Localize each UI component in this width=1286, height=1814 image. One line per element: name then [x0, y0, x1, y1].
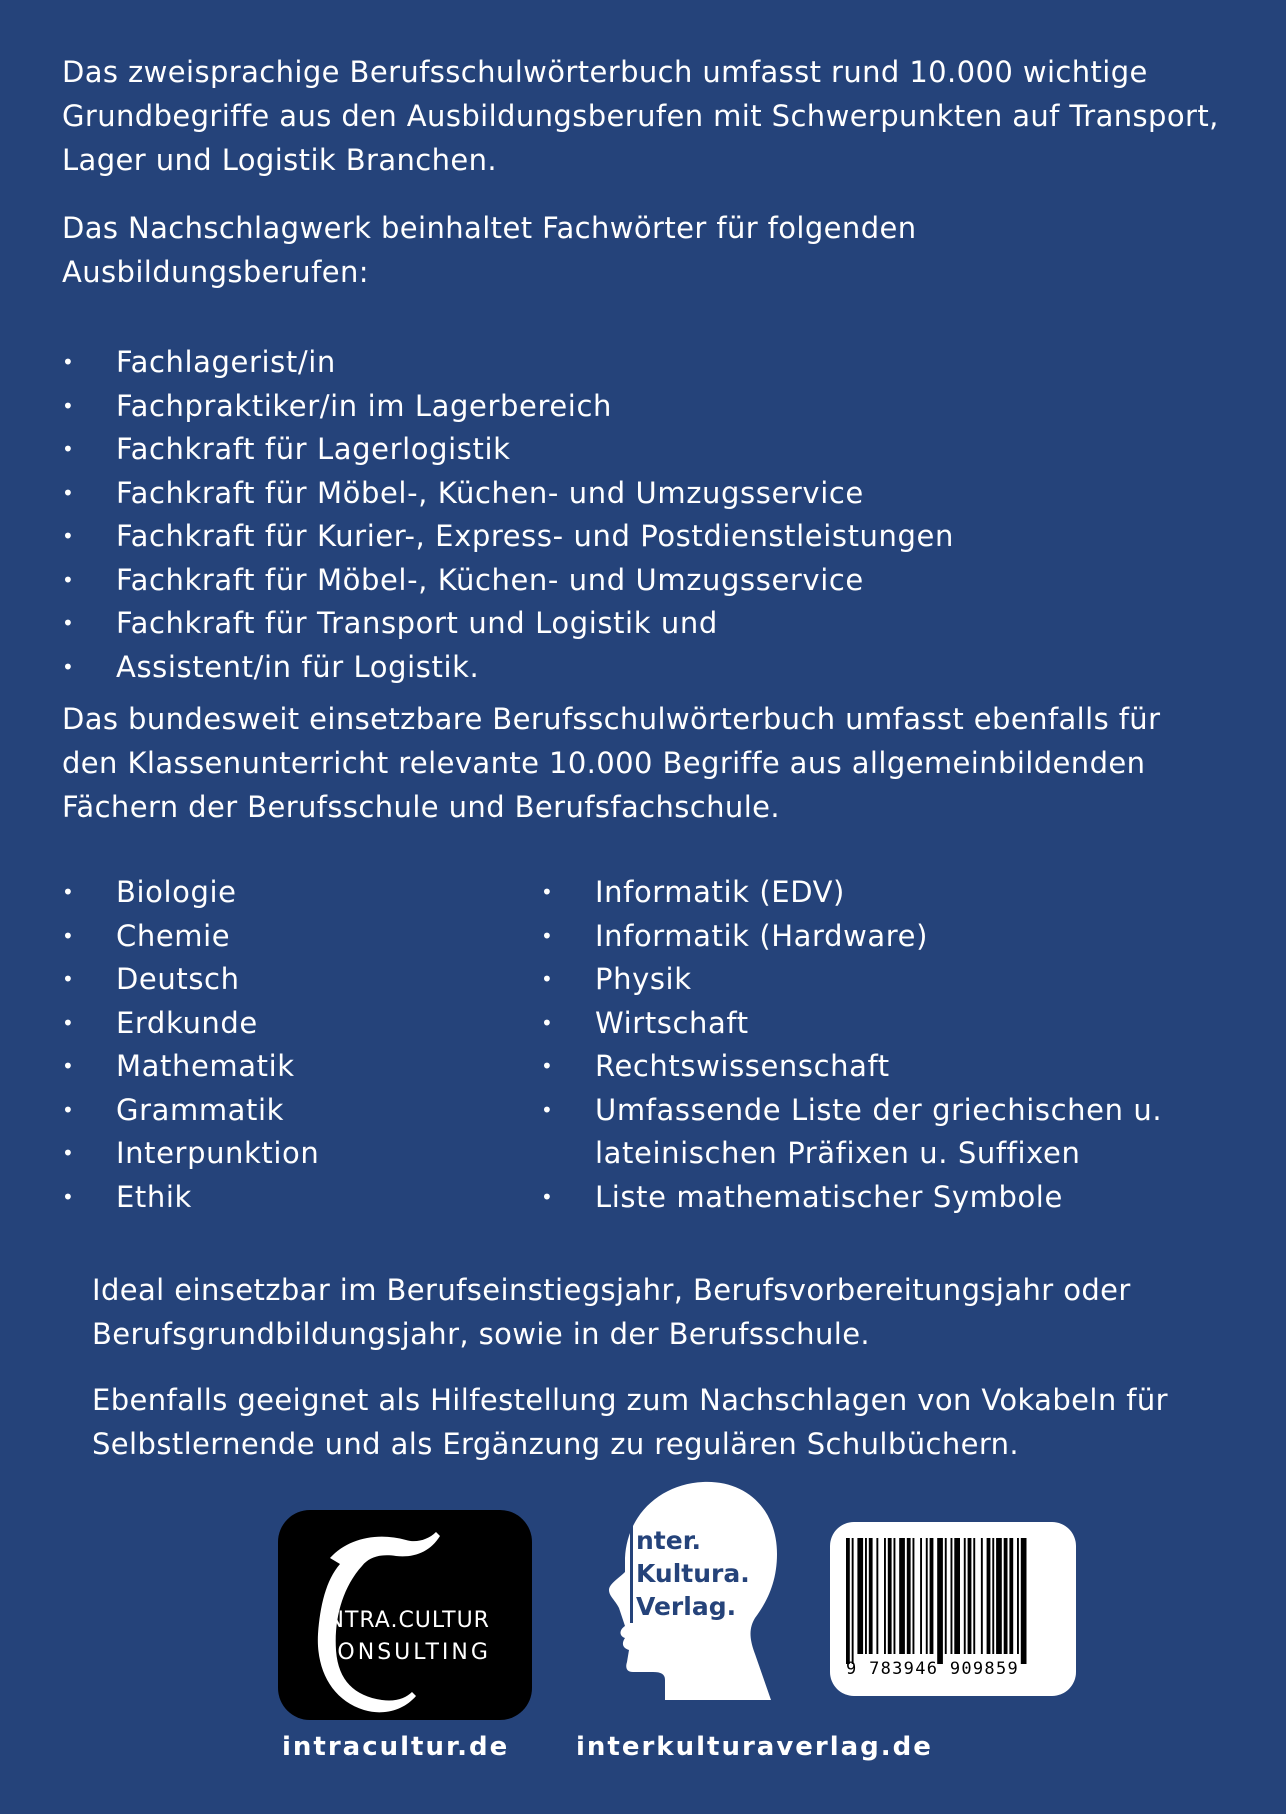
list-item: • Liste mathematischer Symbole	[541, 1176, 1211, 1220]
list-item: • Erdkunde	[62, 1002, 319, 1046]
barcode-number: 9 783946 909859	[846, 1659, 1020, 1679]
list-item	[541, 1089, 1211, 1176]
interkultura-logo-text	[630, 1524, 750, 1623]
list-item: • Informatik (Hardware)	[541, 915, 1211, 959]
interkultura-logo-line3: Verlag.	[636, 1592, 737, 1621]
list-item: • Fachkraft für Lagerlogistik	[62, 428, 954, 472]
professions-intro: Das Nachschlagwerk beinhaltet Fachwörter für folgenden Ausbildungsberufen:	[62, 211, 917, 289]
subjects-list-right	[541, 871, 1211, 1219]
list-item: • Fachkraft für Möbel-, Küchen- und Umzugsservice	[62, 472, 954, 516]
list-item: • Grammatik	[62, 1089, 319, 1133]
interkultura-logo-line2: Kultura.	[636, 1559, 750, 1588]
list-item: • Rechtswissenschaft	[541, 1045, 1211, 1089]
subjects-intro: Das bundesweit einsetzbare Berufsschulwörterbuch umfasst ebenfalls für den Klassenunterricht relevante 10.000 Begriffe aus allgemeinbildenden Fächern der Berufsschule und Berufsfachschule.	[62, 702, 1161, 824]
list-item: • Mathematik	[62, 1045, 319, 1089]
list-item: • Fachpraktiker/in im Lagerbereich	[62, 385, 954, 429]
subjects-list-left	[62, 871, 319, 1219]
intro-paragraph: Das zweisprachige Berufsschulwörterbuch umfasst rund 10.000 wichtige Grundbegriffe aus den Ausbildungsberufen mit Schwerpunkten auf Transport, Lager und Logistik Branchen.	[62, 55, 1219, 177]
list-item: • Biologie	[62, 871, 319, 915]
intra-cultur-logo	[278, 1510, 532, 1720]
list-item: • Wirtschaft	[541, 1002, 1211, 1046]
list-item: • Assistent/in für Logistik.	[62, 646, 954, 690]
list-item: • Fachkraft für Kurier-, Express- und Postdienstleistungen	[62, 515, 954, 559]
isbn-barcode	[830, 1522, 1076, 1696]
intra-cultur-logo-line1: INTRA.CULTUR	[320, 1608, 490, 1633]
list-item: • Fachlagerist/in	[62, 341, 954, 385]
ideal-paragraph: Ideal einsetzbar im Berufseinstiegsjahr, Berufsvorbereitungsjahr oder Berufsgrundbildungsjahr, sowie in der Berufsschule.	[92, 1273, 1131, 1351]
url-interkulturaverlag[interactable]: interkulturaverlag.de	[576, 1732, 933, 1762]
list-item: • Physik	[541, 958, 1211, 1002]
list-item: • Interpunktion	[62, 1132, 319, 1176]
list-item: • Fachkraft für Transport und Logistik und	[62, 602, 954, 646]
also-paragraph: Ebenfalls geeignet als Hilfestellung zum Nachschlagen von Vokabeln für Selbstlernende und als Ergänzung zu regulären Schulbüchern.	[92, 1383, 1168, 1461]
intra-cultur-logo-line2: CONSULTING	[319, 1640, 491, 1665]
list-item: • Chemie	[62, 915, 319, 959]
professions-list	[62, 341, 954, 689]
list-item: • Deutsch	[62, 958, 319, 1002]
url-intracultur[interactable]: intracultur.de	[282, 1732, 510, 1762]
list-item-text: • Umfassende Liste der griechischen u. lateinischen Präfixen u. Suffixen	[595, 1092, 1163, 1170]
list-item: • Ethik	[62, 1176, 319, 1220]
list-item: • Fachkraft für Möbel-, Küchen- und Umzugsservice	[62, 559, 954, 603]
interkultura-logo-line1: nter.	[636, 1526, 701, 1555]
list-item: • Informatik (EDV)	[541, 871, 1211, 915]
